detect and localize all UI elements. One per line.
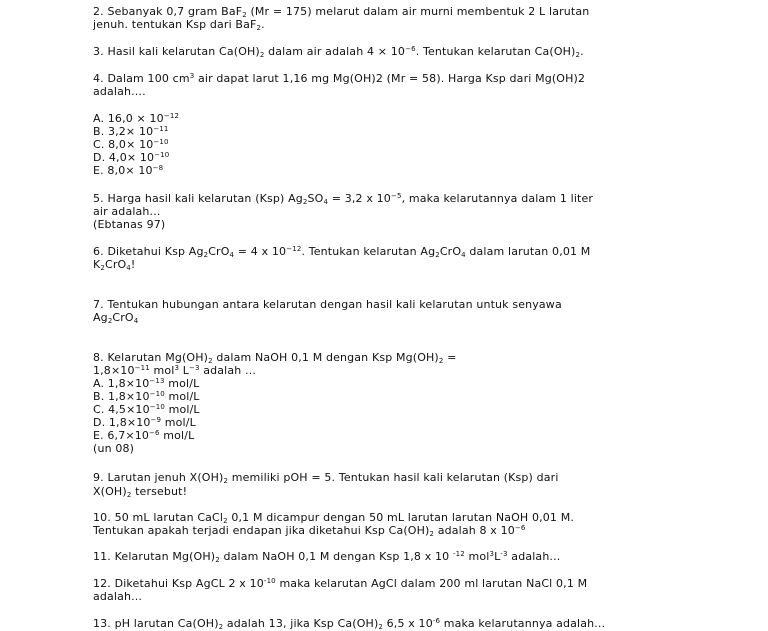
- text: dalam NaOH 0,1 M dengan Ksp Mg(OH): [212, 351, 439, 364]
- text: adalah...: [507, 550, 561, 563]
- text: mol/L: [159, 429, 195, 442]
- superscript: -12: [452, 550, 465, 558]
- text: B. 1,8×10: [93, 390, 150, 403]
- option-c: [93, 138, 169, 151]
- text: adalah ...: [199, 364, 256, 377]
- subscript: 4: [133, 317, 139, 325]
- subscript: 2: [302, 198, 308, 206]
- subscript: 2: [438, 357, 444, 365]
- question-8-line-2: [93, 364, 256, 377]
- option-b: [93, 125, 168, 138]
- question-6-line-1: [93, 245, 590, 258]
- text: 8. Kelarutan Mg(OH): [93, 351, 209, 364]
- question-9-line-2: [93, 485, 187, 498]
- text: 5. Harga hasil kali kelarutan (Ksp) Ag: [93, 192, 303, 205]
- text: .: [580, 45, 584, 58]
- subscript: 2: [100, 264, 105, 272]
- superscript: 3: [489, 550, 495, 558]
- superscript: −9: [150, 416, 162, 424]
- subscript: 2: [223, 517, 228, 525]
- text: mol/L: [161, 416, 196, 429]
- superscript: −3: [189, 364, 200, 372]
- question-2-line-1: [93, 5, 589, 18]
- text: 11. Kelarutan Mg(OH): [93, 550, 216, 563]
- text: mol/L: [164, 403, 200, 416]
- text: (Ebtanas 97): [93, 218, 166, 231]
- option-a: [93, 377, 199, 390]
- text: air adalah...: [93, 205, 161, 218]
- text: 6,5 x 10: [383, 617, 433, 630]
- superscript: −11: [134, 364, 150, 372]
- superscript: −12: [163, 112, 180, 120]
- question-5-line-1: [93, 192, 593, 205]
- text: C. 4,5×10: [93, 403, 150, 416]
- text: L: [494, 550, 501, 563]
- superscript: −10: [149, 403, 165, 411]
- text: 1,8×10: [93, 364, 135, 377]
- text: SO: [307, 192, 324, 205]
- text: B. 3,2× 10: [93, 125, 154, 138]
- subscript: 4: [229, 251, 235, 259]
- option-a: [93, 112, 179, 125]
- option-e: [93, 429, 194, 442]
- superscript: 3: [174, 364, 180, 372]
- text: , maka kelarutannya dalam 1 liter: [401, 192, 594, 205]
- text: A. 1,8×10: [93, 377, 150, 390]
- question-9-line-1: [93, 471, 559, 484]
- subscript: 2: [223, 477, 229, 485]
- text: 2. Sebanyak 0,7 gram BaF: [93, 5, 243, 18]
- question-13-line-1: [93, 617, 605, 630]
- text: mol: [149, 364, 175, 377]
- option-d: [93, 416, 196, 429]
- subscript: 2: [242, 11, 247, 19]
- question-3-line-1: [93, 45, 584, 58]
- subscript: 2: [126, 491, 132, 499]
- superscript: −12: [286, 245, 302, 253]
- text: dalam air adalah 4 × 10: [264, 45, 406, 58]
- text: L: [179, 364, 189, 377]
- superscript: −5: [390, 192, 402, 200]
- text: D. 1,8×10: [93, 416, 151, 429]
- superscript: −6: [149, 429, 160, 437]
- superscript: −10: [153, 138, 169, 146]
- text: air dapat larut 1,16 mg Mg(OH)2 (Mr = 58). Harga Ksp dari Mg(OH)2: [194, 72, 586, 85]
- question-10-line-2: [93, 524, 526, 537]
- text: E. 6,7×10: [93, 429, 150, 442]
- text: CrO: [439, 245, 462, 258]
- text: maka kelarutannya adalah...: [440, 617, 606, 630]
- option-b: [93, 390, 200, 403]
- text: adalah 8 x 10: [434, 524, 515, 537]
- text: tersebut!: [131, 485, 188, 498]
- superscript: −6: [514, 524, 526, 532]
- text: D. 4,0× 10: [93, 151, 155, 164]
- question-4-line-2: [93, 85, 146, 98]
- question-8-line-1: [93, 351, 457, 364]
- text: C. 8,0× 10: [93, 138, 154, 151]
- text: !: [130, 258, 136, 271]
- text: 7. Tentukan hubungan antara kelarutan dengan hasil kali kelarutan untuk senyawa: [93, 298, 562, 311]
- text: CrO: [112, 311, 134, 324]
- text: .: [261, 18, 265, 31]
- subscript: 2: [256, 24, 262, 32]
- question-7-line-2: [93, 311, 138, 324]
- question-2-line-2: [93, 18, 265, 31]
- question-10-line-1: [93, 511, 574, 524]
- subscript: 2: [259, 51, 265, 59]
- subscript: 4: [323, 198, 329, 206]
- text: 0,1 M dicampur dengan 50 mL larutan larutan NaOH 0,01 M.: [227, 511, 575, 524]
- text: CrO: [208, 245, 230, 258]
- subscript: 2: [429, 530, 435, 538]
- superscript: -10: [263, 577, 276, 585]
- text: adalah 13, jika Ksp Ca(OH): [223, 617, 379, 630]
- option-c: [93, 403, 200, 416]
- subscript: 2: [215, 556, 220, 564]
- subscript: 2: [378, 623, 384, 631]
- text: =: [443, 351, 457, 364]
- text: 6. Diketahui Ksp Ag: [93, 245, 204, 258]
- text: 3. Hasil kali kelarutan Ca(OH): [93, 45, 260, 58]
- superscript: −10: [149, 390, 165, 398]
- text: E. 8,0× 10: [93, 164, 153, 177]
- text: dalam larutan 0,01 M: [465, 245, 591, 258]
- text: X(OH): [93, 485, 127, 498]
- superscript: −11: [153, 125, 169, 133]
- question-8-source: [93, 442, 134, 455]
- subscript: 2: [208, 357, 213, 365]
- text: maka kelarutan AgCl dalam 200 ml larutan NaCl 0,1 M: [275, 577, 588, 590]
- text: adalah...: [93, 590, 143, 603]
- subscript: 2: [575, 51, 581, 59]
- text: jenuh. tentukan Ksp dari BaF: [93, 18, 257, 31]
- text: Ag: [93, 311, 108, 324]
- superscript: -3: [500, 550, 508, 558]
- text: 4. Dalam 100 cm: [93, 72, 190, 85]
- question-5-line-2: [93, 205, 161, 218]
- question-12-line-2: [93, 590, 142, 603]
- text: . Tentukan kelarutan Ag: [301, 245, 436, 258]
- subscript: 2: [107, 317, 113, 325]
- text: mol/L: [164, 377, 200, 390]
- text: 13. pH larutan Ca(OH): [93, 617, 219, 630]
- superscript: −13: [149, 377, 165, 385]
- text: . Tentukan kelarutan Ca(OH): [415, 45, 576, 58]
- question-11-line-1: [93, 550, 560, 563]
- question-6-line-2: [93, 258, 135, 271]
- text: = 4 x 10: [234, 245, 287, 258]
- superscript: −6: [405, 45, 416, 53]
- superscript: −8: [152, 164, 164, 172]
- text: = 3,2 x 10: [328, 192, 391, 205]
- question-5-source: [93, 218, 165, 231]
- subscript: 2: [218, 623, 224, 631]
- text: Tentukan apakah terjadi endapan jika diketahui Ksp Ca(OH): [93, 524, 430, 537]
- question-12-line-1: [93, 577, 587, 590]
- superscript: 3: [189, 72, 195, 80]
- text: K: [93, 258, 101, 271]
- text: memiliki pOH = 5. Tentukan hasil kali kelarutan (Ksp) dari: [228, 471, 559, 484]
- text: dalam NaOH 0,1 M dengan Ksp 1,8 x 10: [219, 550, 453, 563]
- text: 9. Larutan jenuh X(OH): [93, 471, 224, 484]
- text: 12. Diketahui Ksp AgCL 2 x 10: [93, 577, 264, 590]
- text: (Mr = 175) melarut dalam air murni membentuk 2 L larutan: [246, 5, 590, 18]
- text: CrO: [104, 258, 127, 271]
- question-7-line-1: [93, 298, 562, 311]
- subscript: 4: [461, 251, 466, 259]
- option-e: [93, 164, 163, 177]
- text: mol/L: [164, 390, 200, 403]
- subscript: 4: [126, 264, 131, 272]
- subscript: 2: [435, 251, 440, 259]
- subscript: 2: [203, 251, 209, 259]
- superscript: −10: [154, 151, 170, 159]
- text: 10. 50 mL larutan CaCl: [93, 511, 224, 524]
- text: A. 16,0 × 10: [93, 112, 164, 125]
- superscript: -6: [432, 617, 441, 625]
- text: (un 08): [93, 442, 135, 455]
- option-d: [93, 151, 169, 164]
- text: adalah....: [93, 85, 146, 98]
- question-4-line-1: [93, 72, 585, 85]
- text: mol: [464, 550, 490, 563]
